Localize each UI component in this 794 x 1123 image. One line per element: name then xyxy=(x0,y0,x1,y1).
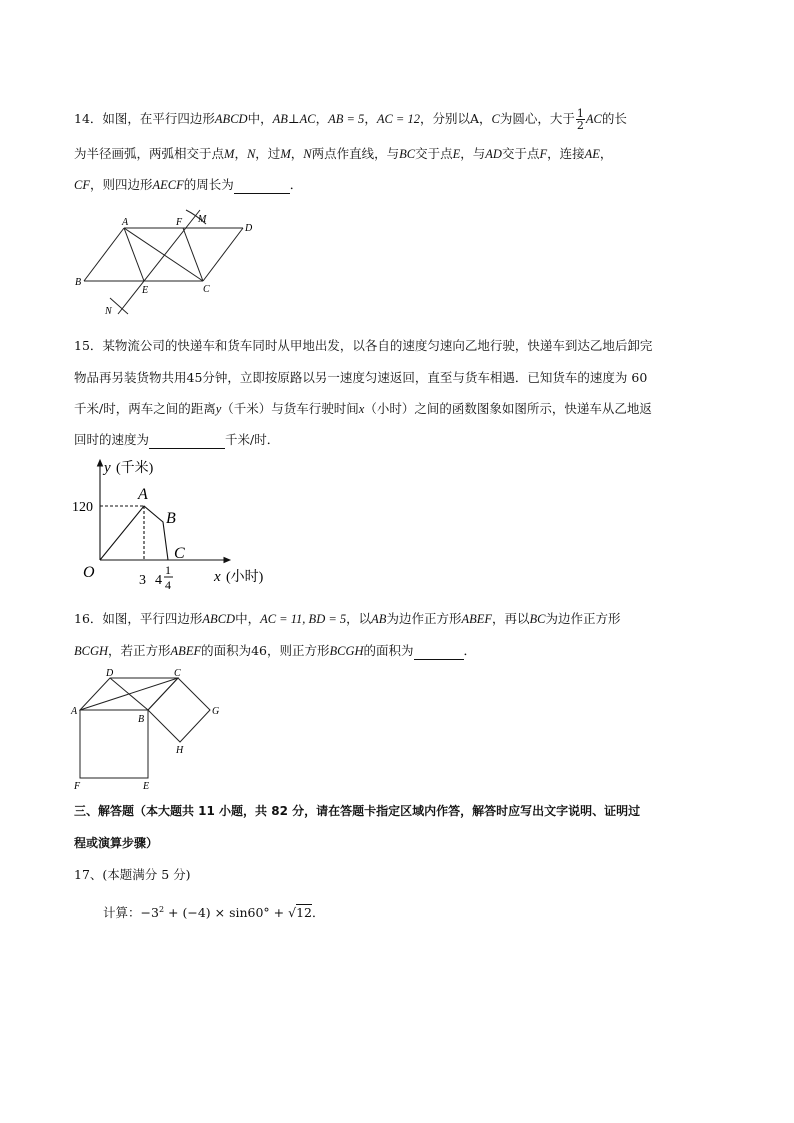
fig14-line-mn xyxy=(118,210,200,314)
q16-line1: 16．如图，平行四边形ABCD中，AC = 11, BD = 5，以AB为边作正方形ABEF，再以BC为边作正方形 xyxy=(74,611,621,626)
q14-line1: 14．如图，在平行四边形ABCD中，AB⊥AC，AB = 5，AC = 12，分别以A，C为圆心，大于 $\frac{1}{2}$ AC的长 xyxy=(74,107,627,132)
fig15-tick-120: 120 xyxy=(72,500,93,515)
fig14-segment-fc xyxy=(183,228,203,281)
section3-heading-line2: 程或演算步骤） xyxy=(74,836,159,850)
fig15-tick-3: 3 xyxy=(139,573,146,588)
fig16-label-e: E xyxy=(143,781,150,792)
fig14-label-m: M xyxy=(198,214,207,225)
sqrt-sign: √ xyxy=(288,905,297,921)
fig14-label-c: C xyxy=(203,284,210,295)
fig15-y-unit: (千米) xyxy=(116,461,154,476)
fig15-point-c: C xyxy=(174,545,185,562)
fig14-label-d: D xyxy=(245,223,253,234)
q15-line3: 千米/时，两车之间的距离y（千米）与货车行驶时间x（小时）之间的函数图象如图所示，快递车从乙地返 xyxy=(74,401,652,416)
q15-line2: 物品再另装货物共用45分钟，立即按原路以另一速度匀速返回，直至与货车相遇．已知货车的速度为 60 xyxy=(74,370,648,385)
fig15-tick-4: 4 xyxy=(155,573,162,588)
fig14-segment-ac xyxy=(124,228,203,281)
fig15-x-unit: (小时) xyxy=(226,570,264,585)
fig14-label-e: E xyxy=(142,285,149,296)
answer-blank-16[interactable] xyxy=(414,645,464,660)
q17-expression: 计算：$-3^2 + (-4) \times \sin 60^\circ + √12$． xyxy=(103,905,325,921)
fig16-label-g: G xyxy=(212,706,220,717)
fig15-tick-frac-num: 1 xyxy=(165,563,171,577)
q14-line3: CF，则四边形AECF的周长为 ． xyxy=(74,177,303,192)
fig16-label-c: C xyxy=(174,668,181,679)
fig16-label-d: D xyxy=(106,668,114,679)
answer-blank-14[interactable] xyxy=(234,179,290,194)
fig14-segment-dc xyxy=(203,228,243,281)
fraction-half: $\frac{1}{2}$ xyxy=(576,107,584,132)
fig16-label-b: B xyxy=(138,714,145,725)
fig16-diagonal-bd xyxy=(110,678,148,710)
fig14-label-a: A xyxy=(122,217,129,228)
fig15-origin: O xyxy=(83,564,95,581)
figure-15 xyxy=(68,456,278,592)
fig15-point-a: A xyxy=(138,486,148,503)
fig15-x-label: x xyxy=(214,569,221,585)
figure-14 xyxy=(72,208,272,320)
fig15-point-b: B xyxy=(166,510,176,527)
fig14-arc-n xyxy=(110,298,128,314)
fig15-y-label: y xyxy=(104,460,111,476)
fig16-label-a: A xyxy=(71,706,78,717)
q14-line2: 为半径画弧，两弧相交于点M，N，过M，N两点作直线，与BC交于点E，与AD交于点F，连接AE， xyxy=(74,146,613,161)
q15-line4: 回时的速度为 千米/时． xyxy=(74,432,280,447)
fig16-label-f: F xyxy=(74,781,81,792)
q17-header: 17、(本题满分 5 分) xyxy=(74,867,191,882)
section3-heading-line1: 三、解答题（本大题共 11 小题，共 82 分，请在答题卡指定区域内作答，解答时应写出文字说明、证明过 xyxy=(74,804,641,818)
fig14-segment-ab xyxy=(84,228,124,281)
fig14-segment-ae xyxy=(124,228,144,281)
q15-line1: 15．某物流公司的快递车和货车同时从甲地出发，以各自的速度匀速向乙地行驶，快递车到达乙地后卸完 xyxy=(74,338,653,353)
fig15-tick-frac-den: 4 xyxy=(165,578,171,592)
figure-16 xyxy=(70,666,230,794)
fig14-label-n: N xyxy=(105,306,112,317)
fig14-label-f: F xyxy=(176,217,183,228)
fig16-square-bcgh xyxy=(148,678,210,742)
q16-line2: BCGH，若正方形ABEF的面积为46，则正方形BCGH的面积为 ． xyxy=(74,643,477,658)
fig14-label-b: B xyxy=(75,277,82,288)
fig16-label-h: H xyxy=(176,745,184,756)
answer-blank-15[interactable] xyxy=(149,434,225,449)
